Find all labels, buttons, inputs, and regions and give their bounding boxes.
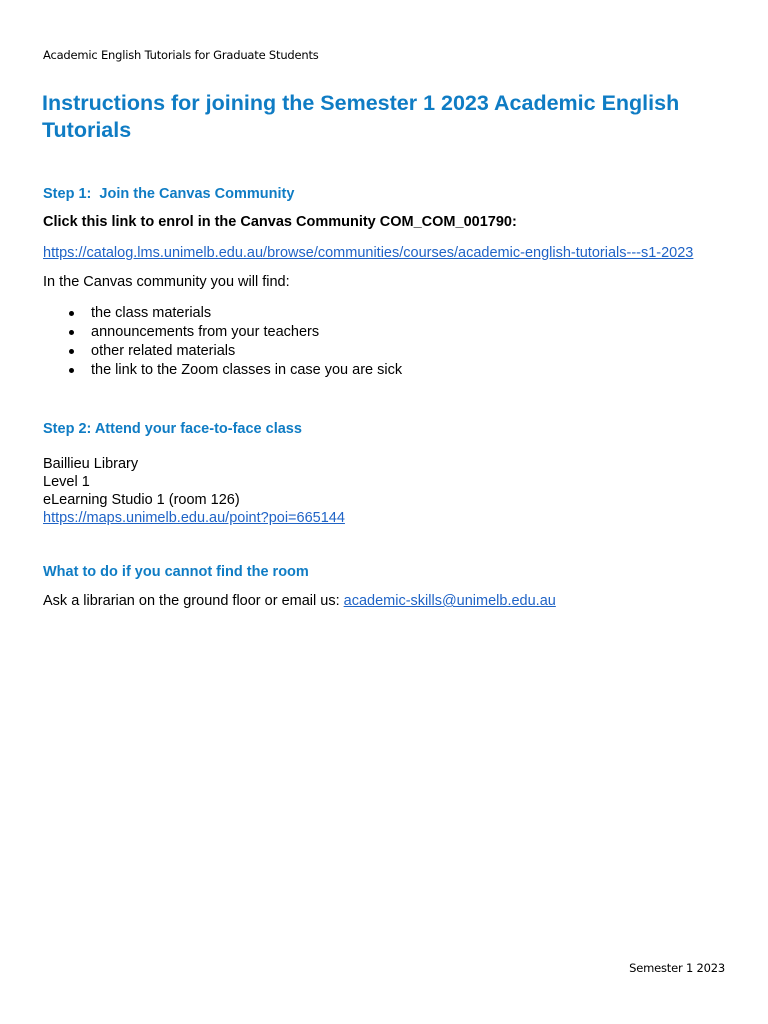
list-item-text: the class materials: [91, 305, 212, 321]
page-title: Instructions for joining the Semester 1 2023 Academic English Tutorials: [42, 91, 680, 142]
canvas-contents-list: [43, 304, 402, 380]
address-line: eLearning Studio 1 (room 126): [43, 492, 240, 508]
list-item-text: other related materials: [91, 343, 236, 359]
room-help-label: Ask a librarian on the ground floor or email us:: [43, 593, 344, 609]
bullet-icon: [69, 368, 74, 373]
address-line: Baillieu Library: [43, 456, 139, 472]
page-footer: Semester 1 2023: [629, 961, 725, 975]
step1-intro: In the Canvas community you will find:: [43, 274, 290, 290]
step1-heading: Step 1: Join the Canvas Community: [43, 186, 295, 202]
email-link[interactable]: academic-skills@unimelb.edu.au: [343, 593, 556, 609]
step1-instruction: Click this link to enrol in the Canvas Community COM_COM_001790:: [43, 214, 517, 230]
address-line: Level 1: [43, 474, 90, 490]
list-item: [43, 323, 402, 342]
list-item-text: announcements from your teachers: [91, 324, 320, 340]
step2-heading: Step 2: Attend your face-to-face class: [43, 421, 302, 437]
class-address: [43, 455, 345, 527]
bullet-icon: [69, 349, 74, 354]
list-item: [43, 342, 402, 361]
list-item-text: the link to the Zoom classes in case you are sick: [91, 362, 403, 378]
map-link[interactable]: https://maps.unimelb.edu.au/point?poi=665144: [43, 510, 345, 526]
room-help-text: [43, 593, 556, 609]
bullet-icon: [69, 311, 74, 316]
list-item: [43, 304, 402, 323]
list-item: [43, 361, 402, 380]
room-help-heading: What to do if you cannot find the room: [43, 564, 309, 580]
canvas-community-link[interactable]: https://catalog.lms.unimelb.edu.au/browse/communities/courses/academic-english-tutorials---s1-2023: [43, 245, 694, 261]
page-header: Academic English Tutorials for Graduate Students: [43, 48, 319, 62]
bullet-icon: [69, 330, 74, 335]
